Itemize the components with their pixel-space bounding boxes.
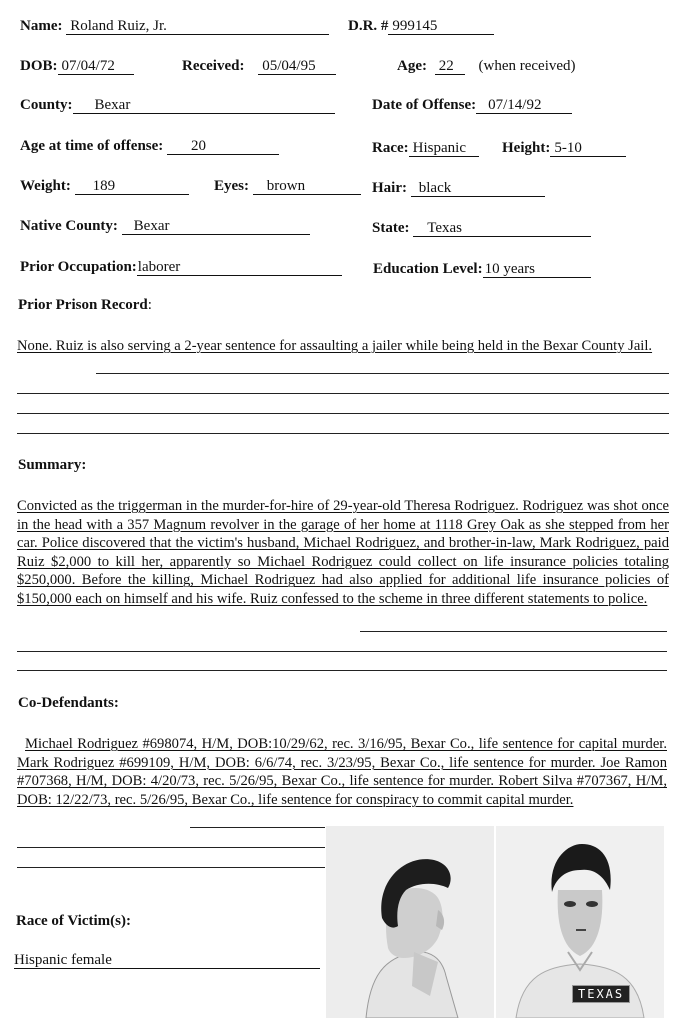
education-level-row: Education Level: 10 years — [373, 260, 591, 278]
native-county-value: Bexar — [122, 219, 310, 235]
name-value: Roland Ruiz, Jr. — [66, 19, 329, 35]
education-level-label: Education Level — [373, 261, 478, 277]
age-label: Age — [397, 58, 422, 74]
texas-placard: TEXAS — [572, 985, 630, 1003]
prior-prison-record-text: None. Ruiz is also serving a 2-year sentence for assaulting a jailer while being held in the Bexar County Jail. — [17, 338, 653, 354]
dr-label: D.R. # — [348, 18, 389, 34]
date-of-offense-label: Date of Offense — [372, 97, 472, 113]
blank-line — [17, 867, 325, 868]
age-at-offense-row: Age at time of offense: 20 — [20, 137, 279, 155]
hair-label: Hair — [372, 180, 402, 196]
height-row: Height: 5-10 — [502, 139, 626, 157]
blank-line — [17, 670, 667, 671]
height-value: 5-10 — [550, 141, 626, 157]
race-label: Race — [372, 140, 404, 156]
prior-occupation-label: Prior Occupation — [20, 259, 132, 275]
weight-row: Weight: 189 — [20, 177, 189, 195]
age-at-offense-value: 20 — [167, 139, 279, 155]
native-county-row: Native County: Bexar — [20, 217, 310, 235]
blank-line — [17, 413, 669, 414]
profile-photo-drawing — [326, 826, 494, 1018]
race-of-victim-value: Hispanic female — [14, 953, 320, 969]
race-of-victim-label: Race of Victim(s): — [16, 913, 131, 929]
blank-line — [17, 847, 325, 848]
blank-line — [17, 393, 669, 394]
age-value: 22 — [435, 59, 465, 75]
date-of-offense-value: 07/14/92 — [476, 98, 572, 114]
dob-label: DOB — [20, 58, 53, 74]
eyes-label: Eyes — [214, 178, 244, 194]
blank-line — [360, 631, 667, 632]
county-row: County: Bexar — [20, 96, 335, 114]
co-defendants-text: Michael Rodriguez #698074, H/M, DOB:10/29/62, rec. 3/16/95, Bexar Co., life sentence for capital murder. Mark Rodriguez #699109, H/M, DOB: 6/6/74, rec. 3/23/95, Bexar Co., life sentence for murder. Joe Ramon #707368, H/M, DOB: 4/20/73, rec. 5/26/95, Bexar Co., life sentence for murder. Robert Silva #707367, H/M, DOB: 12/22/73, rec. 5/26/95, Bexar Co., life sentence for conspiracy to commit capital murder. — [17, 736, 667, 808]
race-value: Hispanic — [409, 141, 479, 157]
dr-value: 999145 — [388, 19, 494, 35]
blank-line — [17, 433, 669, 434]
weight-label: Weight — [20, 178, 66, 194]
native-county-label: Native County — [20, 218, 113, 234]
age-row: Age: 22 (when received) — [397, 58, 576, 74]
prior-occupation-row: Prior Occupation:laborer — [20, 258, 342, 276]
blank-line — [96, 373, 669, 374]
prior-occupation-value: laborer — [137, 260, 342, 276]
summary-label: Summary: — [18, 457, 87, 473]
state-row: State: Texas — [372, 219, 591, 237]
received-value: 05/04/95 — [258, 59, 336, 75]
blank-line — [190, 827, 325, 828]
height-label: Height — [502, 140, 546, 156]
dr-row — [348, 17, 494, 35]
state-value: Texas — [413, 221, 591, 237]
eyes-row: Eyes: brown — [214, 177, 361, 195]
hair-value: black — [411, 181, 545, 197]
profile-photo — [326, 826, 494, 1018]
blank-line — [17, 651, 667, 652]
race-of-victim-row — [14, 951, 320, 969]
received-row: Received: 05/04/95 — [182, 57, 336, 75]
county-label: County — [20, 97, 68, 113]
age-at-offense-label: Age at time of offense — [20, 138, 159, 154]
dob-value: 07/04/72 — [58, 59, 134, 75]
weight-value: 189 — [75, 179, 189, 195]
summary-text: Convicted as the triggerman in the murder-for-hire of 29-year-old Theresa Rodriguez. Rodriguez was shot once in the head with a 357 Magnum revolver in the garage of her home at 1118 Grey Oak as she stepped from her car. Police discovered that the victim's husband, Michael Rodriguez, and brother-in-law, Mark Rodriguez, paid Ruiz $2,000 to kill her, apparently so Michael Rodriguez could collect on life insurance policies totaling $250,000. Before the killing, Michael Rodriguez had also applied for additional life insurance policies of $150,000 each on himself and his wife. Ruiz confessed to the scheme in three different statements to police. — [17, 498, 669, 607]
eyes-value: brown — [253, 179, 361, 195]
name-row: Name: Roland Ruiz, Jr. — [20, 17, 329, 35]
county-value: Bexar — [73, 98, 335, 114]
race-row: Race: Hispanic — [372, 139, 479, 157]
hair-row: Hair: black — [372, 179, 545, 197]
age-note: (when received) — [478, 58, 576, 74]
received-label: Received — [182, 58, 240, 74]
education-level-value: 10 years — [483, 262, 591, 278]
prior-prison-record-label: Prior Prison Record: — [18, 297, 152, 313]
date-of-offense-row: Date of Offense: 07/14/92 — [372, 96, 572, 114]
name-label: Name — [20, 18, 58, 34]
co-defendants-label: Co-Defendants: — [18, 695, 119, 711]
dob-row: DOB: 07/04/72 — [20, 57, 134, 75]
state-label: State — [372, 220, 405, 236]
